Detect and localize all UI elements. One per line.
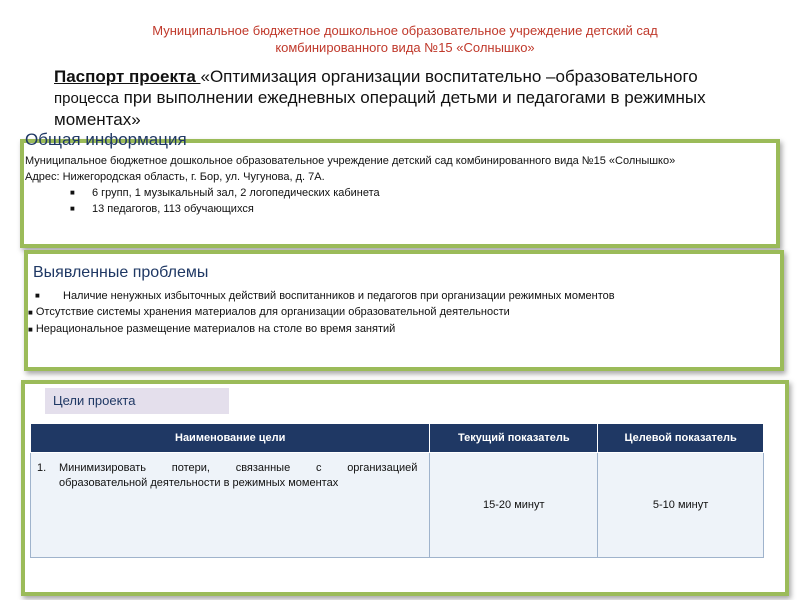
list-item: ■ Наличие ненужных избыточных действий воспитанников и педагогов при организации режимных моментов: [35, 290, 615, 302]
table-row: [31, 453, 764, 558]
list-item: ■ 13 педагогов, 113 обучающихся: [70, 203, 254, 215]
organization-header: [60, 22, 750, 56]
general-info-title: Общая информация: [25, 130, 187, 149]
list-item: ■ Отсутствие системы хранения материалов для организации образовательной деятельности: [28, 306, 510, 318]
bullet-icon: ■: [35, 291, 40, 300]
column-header-target: Целевой показатель: [598, 424, 764, 453]
problems-list: [28, 288, 768, 338]
goals-table: [30, 423, 764, 558]
goal-number: 1.: [37, 462, 47, 474]
general-info-body: [25, 153, 765, 217]
table-header-row: [31, 424, 764, 453]
goal-name-text: Минимизировать потери, связанные с организацией образовательной деятельности в режимных моментах: [59, 462, 418, 489]
bullet-icon: ■: [70, 188, 75, 197]
problems-title: Выявленные проблемы: [33, 264, 209, 281]
goal-current-cell: 15-20 минут: [430, 453, 598, 558]
project-passport-title: [54, 66, 764, 130]
passport-title-part1: «Оптимизация организации воспитательно –образовательного: [200, 67, 698, 86]
bullet-icon: ■: [70, 204, 75, 213]
goal-name-cell: [31, 453, 430, 558]
passport-title-part3: при выполнении ежедневных операций детьми и педагогами в режимных моментах»: [54, 88, 706, 129]
list-item: ■ 6 групп, 1 музыкальный зал, 2 логопедических кабинета: [70, 187, 380, 199]
goals-label: Цели проекта: [45, 388, 229, 414]
general-org-name: Муниципальное бюджетное дошкольное образовательное учреждение детский сад комбинированного вида №15 «Солнышко»: [25, 155, 676, 167]
general-bullet-list: [25, 185, 765, 217]
column-header-goal-name: Наименование цели: [31, 424, 430, 453]
bullet-icon: ■: [28, 308, 33, 317]
passport-label: Паспорт проекта: [54, 67, 201, 86]
column-header-current: Текущий показатель: [430, 424, 598, 453]
org-header-line2: комбинированного вида №15 «Солнышко»: [275, 40, 535, 55]
org-header-line1: Муниципальное бюджетное дошкольное образовательное учреждение детский сад: [152, 23, 658, 38]
passport-title-part2: процесса: [54, 90, 119, 107]
goal-target-cell: 5-10 минут: [598, 453, 764, 558]
general-address: Адрес: Нижегородская область, г. Бор, ул. Чугунова, д. 7А.: [25, 171, 325, 183]
bullet-icon: ■: [28, 325, 33, 334]
list-item: ■ Нерациональное размещение материалов на столе во время занятий: [28, 323, 396, 335]
